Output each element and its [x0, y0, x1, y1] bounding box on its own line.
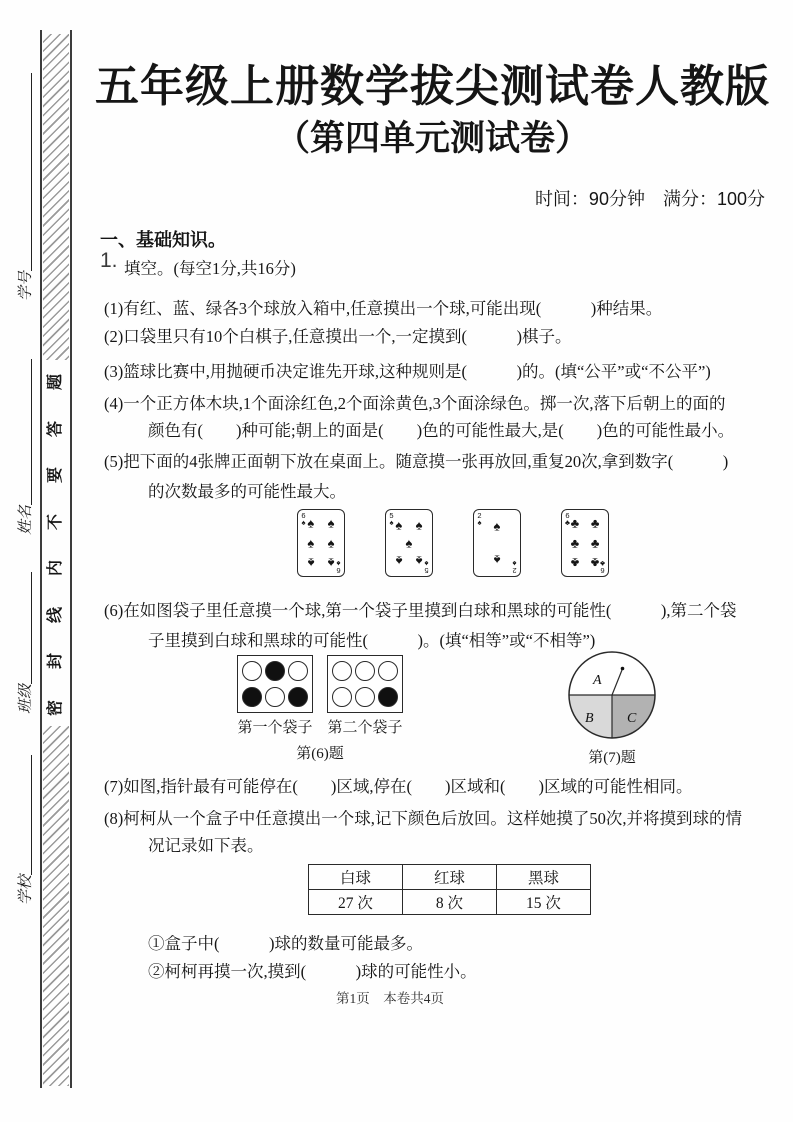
playing-card-2-spade — [473, 509, 521, 577]
spade-pip-icon: ♠ — [327, 535, 335, 551]
white-ball — [378, 661, 398, 681]
card-corner — [510, 560, 519, 574]
table-value-white: 27 次 — [309, 890, 403, 915]
spade-pip-icon: ♠ — [493, 552, 501, 568]
table-header-row — [309, 865, 591, 890]
fill-line: (4)一个正方体木块,1个面涂红色,2个面涂黄色,3个面涂绿色。掷一次,落下后朝上的面的 — [104, 394, 726, 413]
white-ball — [355, 687, 375, 707]
club-pip-icon: ♣ — [590, 515, 600, 531]
fill-line: ①盒子中( )球的数量可能最多。 — [148, 934, 423, 953]
card-suit-icon: ♣ — [600, 559, 605, 568]
black-ball — [242, 687, 262, 707]
table-header-black: 黑球 — [497, 865, 591, 890]
field-blank-line — [31, 359, 32, 505]
seal-char: 内 — [47, 560, 64, 577]
fill-line: (6)在如图袋子里任意摸一个球,第一个袋子里摸到白球和黑球的可能性( ),第二个袋 — [104, 601, 737, 620]
spade-pip-icon: ♠ — [307, 515, 315, 531]
spade-pip-icon: ♠ — [415, 553, 423, 569]
field-label-text: 班级 — [18, 683, 34, 714]
black-ball — [265, 661, 285, 681]
hatch-pattern-bottom — [43, 726, 69, 1086]
field-2 — [16, 359, 36, 535]
results-table — [308, 864, 591, 915]
card-suit-icon: ♠ — [424, 559, 429, 568]
fill-line: (5)把下面的4张牌正面朝下放在桌面上。随意摸一张再放回,重复20次,拿到数字( ) — [104, 452, 729, 471]
black-ball — [378, 687, 398, 707]
playing-card-6-spade — [297, 509, 345, 577]
white-ball — [265, 687, 285, 707]
card-suit-icon: ♠ — [336, 559, 341, 568]
bag-2 — [327, 655, 403, 713]
club-pip-icon: ♣ — [570, 555, 580, 571]
black-ball — [288, 687, 308, 707]
table-value-row — [309, 890, 591, 915]
field-3 — [16, 572, 36, 714]
card-rank: 2 — [477, 511, 482, 520]
spade-pip-icon: ♠ — [493, 518, 501, 534]
seal-char: 答 — [47, 420, 64, 437]
field-label-text: 学号 — [18, 270, 34, 301]
club-pip-icon: ♣ — [570, 515, 580, 531]
fill-line: (1)有红、蓝、绿各3个球放入箱中,任意摸出一个球,可能出现( )种结果。 — [104, 299, 663, 318]
fill-line: 颜色有( )种可能;朝上的面是( )色的可能性最大,是( )色的可能性最小。 — [148, 421, 735, 440]
seal-char: 要 — [47, 467, 64, 484]
fill-line: (2)口袋里只有10个白棋子,任意摸出一个,一定摸到( )棋子。 — [104, 327, 572, 346]
white-ball — [355, 661, 375, 681]
card-suit-icon: ♠ — [301, 518, 306, 527]
seal-char: 题 — [47, 374, 64, 391]
hatch-pattern-top — [43, 34, 69, 360]
field-blank-line — [31, 73, 32, 271]
fill-line: 况记录如下表。 — [148, 836, 264, 855]
page-title: 五年级上册数学拔尖测试卷人教版 — [95, 62, 770, 111]
spade-pip-icon: ♠ — [327, 515, 335, 531]
seal-line-left — [40, 30, 42, 1088]
white-ball — [332, 687, 352, 707]
field-blank-line — [31, 755, 32, 875]
card-rank: 5 — [424, 566, 429, 575]
card-rank: 6 — [336, 566, 341, 575]
spade-pip-icon: ♠ — [327, 555, 335, 571]
card-corner — [422, 560, 431, 574]
page-footer: 第1页 本卷共4页 — [336, 991, 444, 1006]
card-suit-icon: ♠ — [477, 518, 482, 527]
fill-line: 子里摸到白球和黑球的可能性( )。(填“相等”或“不相等”) — [148, 631, 596, 650]
table-header-red: 红球 — [403, 865, 497, 890]
bags-caption: 第(6)题 — [296, 746, 344, 762]
playing-card-6-club — [561, 509, 609, 577]
club-pip-icon: ♣ — [590, 555, 600, 571]
playing-card-5-spade — [385, 509, 433, 577]
seal-char: 密 — [47, 699, 64, 716]
white-ball — [288, 661, 308, 681]
card-rank: 6 — [565, 511, 570, 520]
page-subtitle: （第四单元测试卷） — [274, 119, 590, 158]
spinner-label-b: B — [585, 711, 594, 726]
seal-char: 不 — [47, 513, 64, 530]
fill-line: 的次数最多的可能性最大。 — [148, 482, 346, 501]
spinner-figure — [566, 649, 658, 743]
fill-line: (7)如图,指针最有可能停在( )区域,停在( )区域和( )区域的可能性相同。 — [104, 777, 693, 796]
fill-line: (3)篮球比赛中,用抛硬币决定谁先开球,这种规则是( )的。(填“公平”或“不公平”) — [104, 362, 711, 381]
card-suit-icon: ♠ — [389, 518, 394, 527]
card-rank: 6 — [600, 566, 605, 575]
seal-line-right — [70, 30, 72, 1088]
spade-pip-icon: ♠ — [415, 517, 423, 533]
field-blank-line — [31, 572, 32, 684]
card-corner — [475, 512, 484, 526]
bag-label-2: 第二个袋子 — [327, 720, 403, 736]
table-value-black: 15 次 — [497, 890, 591, 915]
spinner-label-c: C — [627, 711, 637, 726]
spade-pip-icon: ♠ — [395, 517, 403, 533]
club-pip-icon: ♣ — [590, 535, 600, 551]
fill-line: (8)柯柯从一个盒子中任意摸出一个球,记下颜色后放回。这样她摸了50次,并将摸到球的情 — [104, 809, 742, 828]
white-ball — [332, 661, 352, 681]
spinner-caption: 第(7)题 — [588, 750, 636, 766]
spade-pip-icon: ♠ — [307, 535, 315, 551]
bag-1 — [237, 655, 313, 713]
table-value-red: 8 次 — [403, 890, 497, 915]
card-corner — [334, 560, 343, 574]
card-rank: 2 — [512, 566, 517, 575]
club-pip-icon: ♣ — [570, 535, 580, 551]
fill-line: ②柯柯再摸一次,摸到( )球的可能性小。 — [148, 962, 477, 981]
field-4 — [16, 755, 36, 905]
question-number: 1. — [100, 249, 118, 272]
exam-meta: 时间：90分钟 满分：100分 — [534, 189, 765, 209]
white-ball — [242, 661, 262, 681]
seal-char: 线 — [47, 606, 64, 623]
field-label-text: 学校 — [18, 874, 34, 905]
question-stem: 填空。(每空1分,共16分) — [124, 259, 296, 278]
seal-char: 封 — [47, 653, 64, 670]
card-rank: 5 — [389, 511, 394, 520]
bag-label-1: 第一个袋子 — [237, 720, 313, 736]
card-suit-icon: ♣ — [565, 518, 570, 527]
card-suit-icon: ♠ — [512, 559, 517, 568]
field-label-text: 姓名 — [18, 504, 34, 535]
spade-pip-icon: ♠ — [307, 555, 315, 571]
card-corner — [598, 560, 607, 574]
section-heading: 一、基础知识。 — [100, 230, 226, 250]
table-header-white: 白球 — [309, 865, 403, 890]
spade-pip-icon: ♠ — [395, 553, 403, 569]
spade-pip-icon: ♠ — [405, 535, 413, 551]
field-1 — [16, 73, 36, 301]
spinner-label-a: A — [593, 673, 602, 688]
card-rank: 6 — [301, 511, 306, 520]
